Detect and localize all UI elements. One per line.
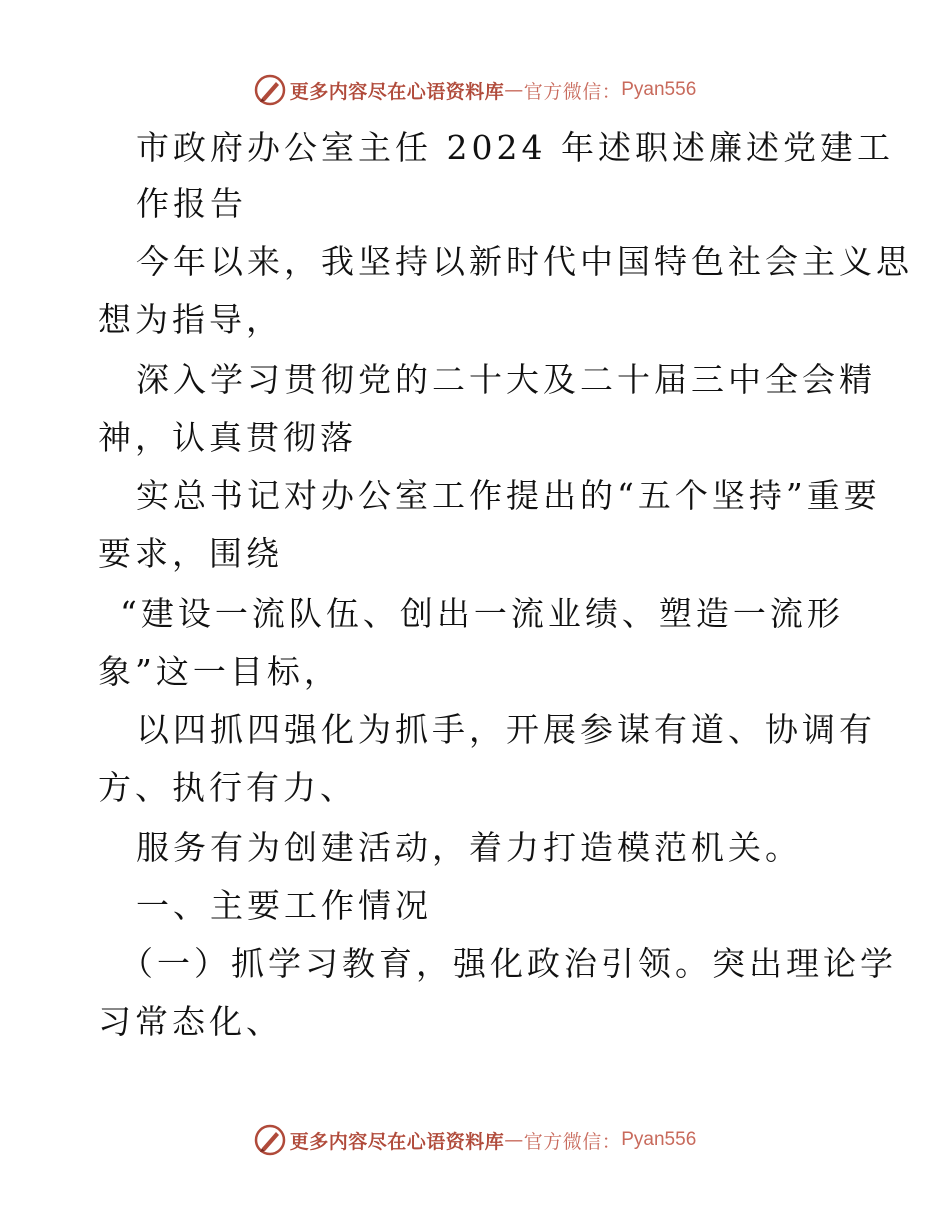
paragraph-line: 服务有为创建活动，着力打造模范机关。 [136,828,802,867]
paragraph-line: 以四抓四强化为抓手，开展参谋有道、协调有 [136,710,876,749]
banner-contact: Pyan556 [621,1129,697,1150]
paragraph-line: 方、执行有力、 [98,768,357,807]
paragraph-line: “建设一流队伍、创出一流业绩、塑造一流形 [120,594,844,633]
section-heading: 一、主要工作情况 [136,886,432,925]
paragraph-line: 想为指导， [98,300,283,339]
pen-logo-icon [254,1124,286,1156]
header-watermark-banner [0,70,950,110]
footer-watermark-banner [0,1120,950,1160]
pen-logo-icon [254,74,286,106]
paragraph-line: 实总书记对办公室工作提出的“五个坚持”重要 [136,476,881,515]
banner-contact: Pyan556 [621,79,697,100]
title-line-1: 市政府办公室主任 2024 年述职述廉述党建工 [136,128,894,167]
banner-dash: — [504,1129,524,1151]
subsection-heading: （一）抓学习教育，强化政治引领。突出理论学 [120,944,897,983]
banner-dash: — [504,79,524,101]
banner-site-text: 更多内容尽在心语资料库 [289,1130,505,1153]
banner-site-text: 更多内容尽在心语资料库 [289,80,505,103]
paragraph-line: 象”这一目标， [98,652,341,691]
paragraph-line: 要求，围绕 [98,534,283,573]
paragraph-line: 今年以来，我坚持以新时代中国特色社会主义思 [136,242,913,281]
paragraph-line: 神，认真贯彻落 [98,418,357,457]
paragraph-line: 习常态化、 [98,1002,283,1041]
banner-official-text: 官方微信： [523,80,622,103]
paragraph-line: 深入学习贯彻党的二十大及二十届三中全会精 [136,360,876,399]
title-line-2: 作报告 [136,184,247,223]
banner-official-text: 官方微信： [523,1130,622,1153]
